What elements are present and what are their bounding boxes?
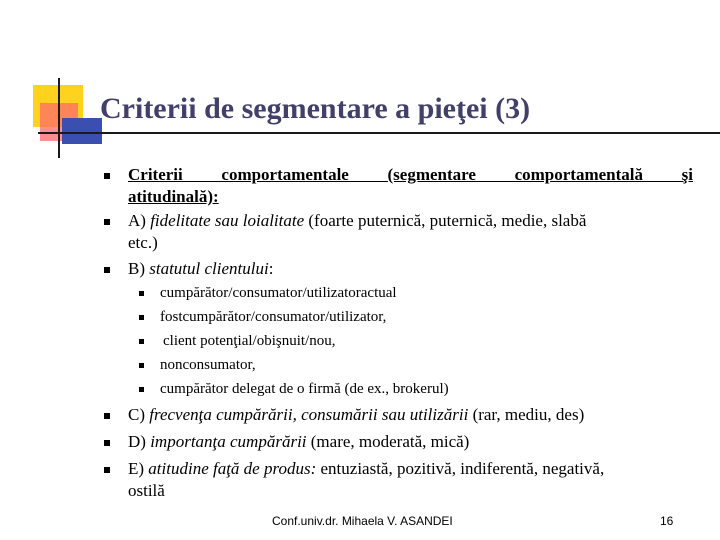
page-number: 16	[660, 514, 674, 528]
bullet-c-label: C)	[128, 405, 150, 424]
bullet-d	[128, 431, 469, 453]
sub-bullet-icon	[139, 291, 144, 296]
bullet-c-rest: (rar, mediu, des)	[468, 405, 585, 424]
sub-item-5: cumpărător delegat de o firmă (de ex., brokerul)	[160, 381, 449, 397]
bullet-square-icon	[104, 267, 110, 273]
bullet-c	[128, 404, 584, 426]
sub-bullet-icon	[139, 339, 144, 344]
bullet-a-italic: fidelitate sau loialitate	[150, 211, 305, 230]
bullet-square-icon	[104, 413, 110, 419]
bullet-c-italic: frecvenţa cumpărării, consumării sau utilizării	[149, 405, 469, 424]
sub-bullet-icon	[139, 363, 144, 368]
bullet-a-continuation: etc.)	[128, 233, 158, 252]
decor-vertical-line	[58, 78, 60, 158]
sub-bullet-icon	[139, 387, 144, 392]
bullet-b-rest: :	[268, 259, 274, 278]
slide-title: Criterii de segmentare a pieţei (3)	[100, 92, 531, 125]
bullet-e-rest: entuziastă, pozitivă, indiferentă, negativă,	[316, 459, 605, 478]
bullet-square-icon	[104, 440, 110, 446]
sub-item-4: nonconsumator,	[160, 357, 256, 373]
bullet-b-italic: statutul clientului	[149, 259, 269, 278]
decor-blue-square	[62, 118, 102, 144]
bullet-d-rest: (mare, moderată, mică)	[306, 432, 470, 451]
sub-bullet-icon	[139, 315, 144, 320]
sub-item-3: client potenţial/obişnuit/nou,	[163, 333, 336, 349]
sub-item-2: fostcumpărător/consumator/utilizator,	[160, 309, 387, 325]
bullet-d-italic: importanţa cumpărării	[150, 432, 307, 451]
bullet-b	[128, 258, 273, 280]
criteria-heading-line1: Criterii comportamentale (segmentare comportamentală şi	[128, 165, 693, 184]
bullet-e-label: E)	[128, 459, 149, 478]
bullet-square-icon	[104, 173, 110, 179]
bullet-a-label: A)	[128, 211, 151, 230]
criteria-heading-line2: atitudinală):	[128, 187, 219, 206]
bullet-e	[128, 458, 604, 480]
bullet-e-continuation: ostilă	[128, 481, 165, 500]
bullet-a	[128, 210, 586, 232]
footer-author: Conf.univ.dr. Mihaela V. ASANDEI	[272, 514, 453, 528]
bullet-square-icon	[104, 219, 110, 225]
bullet-square-icon	[104, 467, 110, 473]
bullet-d-label: D)	[128, 432, 151, 451]
bullet-e-italic: atitudine faţă de produs:	[148, 459, 317, 478]
bullet-b-label: B)	[128, 259, 150, 278]
decor-horizontal-rule	[38, 132, 720, 134]
bullet-a-rest: (foarte puternică, puternică, medie, slabă	[304, 211, 587, 230]
sub-item-1: cumpărător/consumator/utilizatoractual	[160, 285, 397, 301]
